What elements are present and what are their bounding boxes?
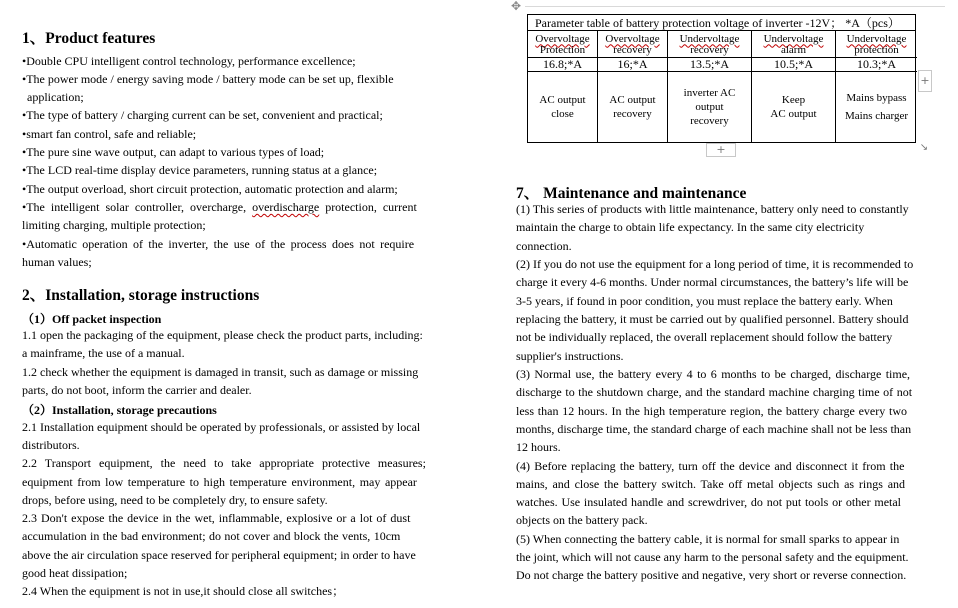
table-value-cell[interactable]: 13.5;*A xyxy=(668,58,752,72)
feature-line: •smart fan control, safe and reliable; xyxy=(22,127,197,141)
body-line: 1.2 check whether the equipment is damaged in transit, such as damage or missing xyxy=(22,365,419,379)
table-move-icon[interactable]: ✥ xyxy=(510,0,522,13)
body-line: less than 12 hours. In the high temperature region, the battery charge every two xyxy=(516,404,908,418)
heading-maintenance: 7、 Maintenance and maintenance xyxy=(516,185,747,202)
table-action-cell[interactable]: Mains bypass Mains charger xyxy=(844,92,909,122)
body-line: (2) If you do not use the equipment for a long period of time, it is recommended to xyxy=(516,257,914,271)
table-value-cell[interactable]: 16.8;*A xyxy=(528,58,598,72)
body-line: objects on the battery pack. xyxy=(516,513,648,527)
heading-installation: 2、Installation, storage instructions xyxy=(22,287,260,304)
heading-product-features: 1、Product features xyxy=(22,30,156,47)
body-line: 2.4 When the equipment is not in use,it should close all switches； xyxy=(22,584,345,598)
table-header-cell[interactable]: Overvoltage Protection xyxy=(528,31,598,58)
table-action-cell[interactable]: Keep AC output xyxy=(752,72,836,142)
feature-line: •The pure sine wave output, can adapt to various types of load; xyxy=(22,145,325,159)
feature-line: •The LCD real-time display device parameters, running status at a glance; xyxy=(22,163,378,177)
body-line: (1) This series of products with little maintenance, battery only need to constantly xyxy=(516,202,909,216)
feature-line: •The intelligent solar controller, overcharge, overdischarge protection, current xyxy=(22,200,417,214)
table-value-cell[interactable]: 16;*A xyxy=(598,58,668,72)
body-line: (3) Normal use, the battery every 4 to 6 months to be charged, discharge time, xyxy=(516,367,911,381)
body-line: (5) When connecting the battery cable, it is normal for small sparks to appear in xyxy=(516,532,900,546)
body-line: mains, and close the battery switch. Take off metal objects such as rings and xyxy=(516,477,906,491)
spellcheck-word[interactable]: overdischarge xyxy=(252,200,320,214)
feature-line: •The power mode / energy saving mode / battery mode can be set up, flexible xyxy=(22,72,394,86)
page-edge-line xyxy=(525,6,945,7)
feature-line: •The output overload, short circuit protection, automatic protection and alarm; xyxy=(22,182,398,196)
body-line: 2.2 Transport equipment, the need to take appropriate protective measures; xyxy=(22,456,426,470)
feature-line: •Automatic operation of the inverter, the use of the process does not require xyxy=(22,237,415,251)
table-action-cell[interactable]: AC output recovery xyxy=(598,72,668,142)
table-header-cell[interactable]: Undervoltage recovery xyxy=(668,31,752,58)
add-row-plus-icon[interactable]: + xyxy=(706,143,736,157)
table-value-cell[interactable]: 10.5;*A xyxy=(752,58,836,72)
table-header-cell[interactable]: Undervoltage protection xyxy=(836,31,917,58)
body-line: parts, do not boot, inform the carrier and dealer. xyxy=(22,383,252,397)
table-header-cell[interactable]: Undervoltage alarm xyxy=(752,31,836,58)
body-line: (4) Before replacing the battery, turn off the device and disconnect it from the xyxy=(516,459,905,473)
body-line: replacing the battery, it must be carried out by qualified personnel. Battery should xyxy=(516,312,909,326)
body-line: not be individually replaced, the overall replacement should follow the battery xyxy=(516,330,893,344)
body-line: equipment from low temperature to high temperature environment, may appear xyxy=(22,475,417,489)
body-line: supplier's instructions. xyxy=(516,349,624,363)
body-line: 12 hours. xyxy=(516,440,561,454)
feature-line: •Double CPU intelligent control technology, performance excellence; xyxy=(22,54,356,68)
body-line: 2.1 Installation equipment should be operated by professionals, or assisted by local xyxy=(22,420,421,434)
body-line: a mainframe, the use of a manual. xyxy=(22,346,185,360)
body-line: 1.1 open the packaging of the equipment, please check the product parts, including: xyxy=(22,328,423,342)
subheading-precautions: （2）Installation, storage precautions xyxy=(22,403,217,417)
body-line: discharge to the shutdown charge, and the standard machine charging time of not xyxy=(516,385,913,399)
body-line: maintain the charge to obtain life expectancy. In the same city electricity xyxy=(516,220,865,234)
body-line: months, discharge time, the standard charge of each machine shall not be less than xyxy=(516,422,912,436)
body-line: above the air circulation space reserved for peripheral equipment; in order to have xyxy=(22,548,416,562)
body-line: 3-5 years, if found in poor condition, you must replace the battery early. When xyxy=(516,294,893,308)
table-action-cell[interactable]: inverter AC output recovery xyxy=(668,72,752,142)
feature-line: human values; xyxy=(22,255,92,269)
feature-line: limiting charging, multiple protection; xyxy=(22,218,206,232)
table-grid xyxy=(527,30,916,143)
table-title: Parameter table of battery protection voltage of inverter -12V； *A（pcs） xyxy=(527,14,916,30)
body-line: charge it every 4-6 months. Under normal circumstances, the battery’s life will be xyxy=(516,275,909,289)
body-line: 2.3 Don't expose the device in the wet, inflammable, explosive or a lot of dust xyxy=(22,511,411,525)
table-value-cell[interactable]: 10.3;*A xyxy=(836,58,917,72)
table-action-cell[interactable]: AC output close xyxy=(528,72,598,142)
subheading-off-packet: （1）Off packet inspection xyxy=(22,312,162,326)
body-line: connection. xyxy=(516,239,572,253)
table-header-cell[interactable]: Overvoltage recovery xyxy=(598,31,668,58)
body-line: accumulation in the bad environment; do not cover and block the vents, 10cm xyxy=(22,529,401,543)
feature-line: application; xyxy=(27,90,84,104)
body-line: watches. Use insulated handle and screwdriver, do not put tools or other metal xyxy=(516,495,902,509)
body-line: Do not charge the battery positive and negative, very short or reverse connection. xyxy=(516,568,907,582)
body-line: the joint, which will not cause any harm to the personal safety and the equipment. xyxy=(516,550,909,564)
body-line: good heat dissipation; xyxy=(22,566,128,580)
add-column-plus-icon[interactable]: + xyxy=(918,70,932,92)
body-line: drops, before using, need to be completely dry, to ensure safety. xyxy=(22,493,328,507)
table-resize-icon[interactable]: ↘ xyxy=(917,142,931,156)
body-line: distributors. xyxy=(22,438,80,452)
feature-line: •The type of battery / charging current can be set, convenient and practical; xyxy=(22,108,383,122)
